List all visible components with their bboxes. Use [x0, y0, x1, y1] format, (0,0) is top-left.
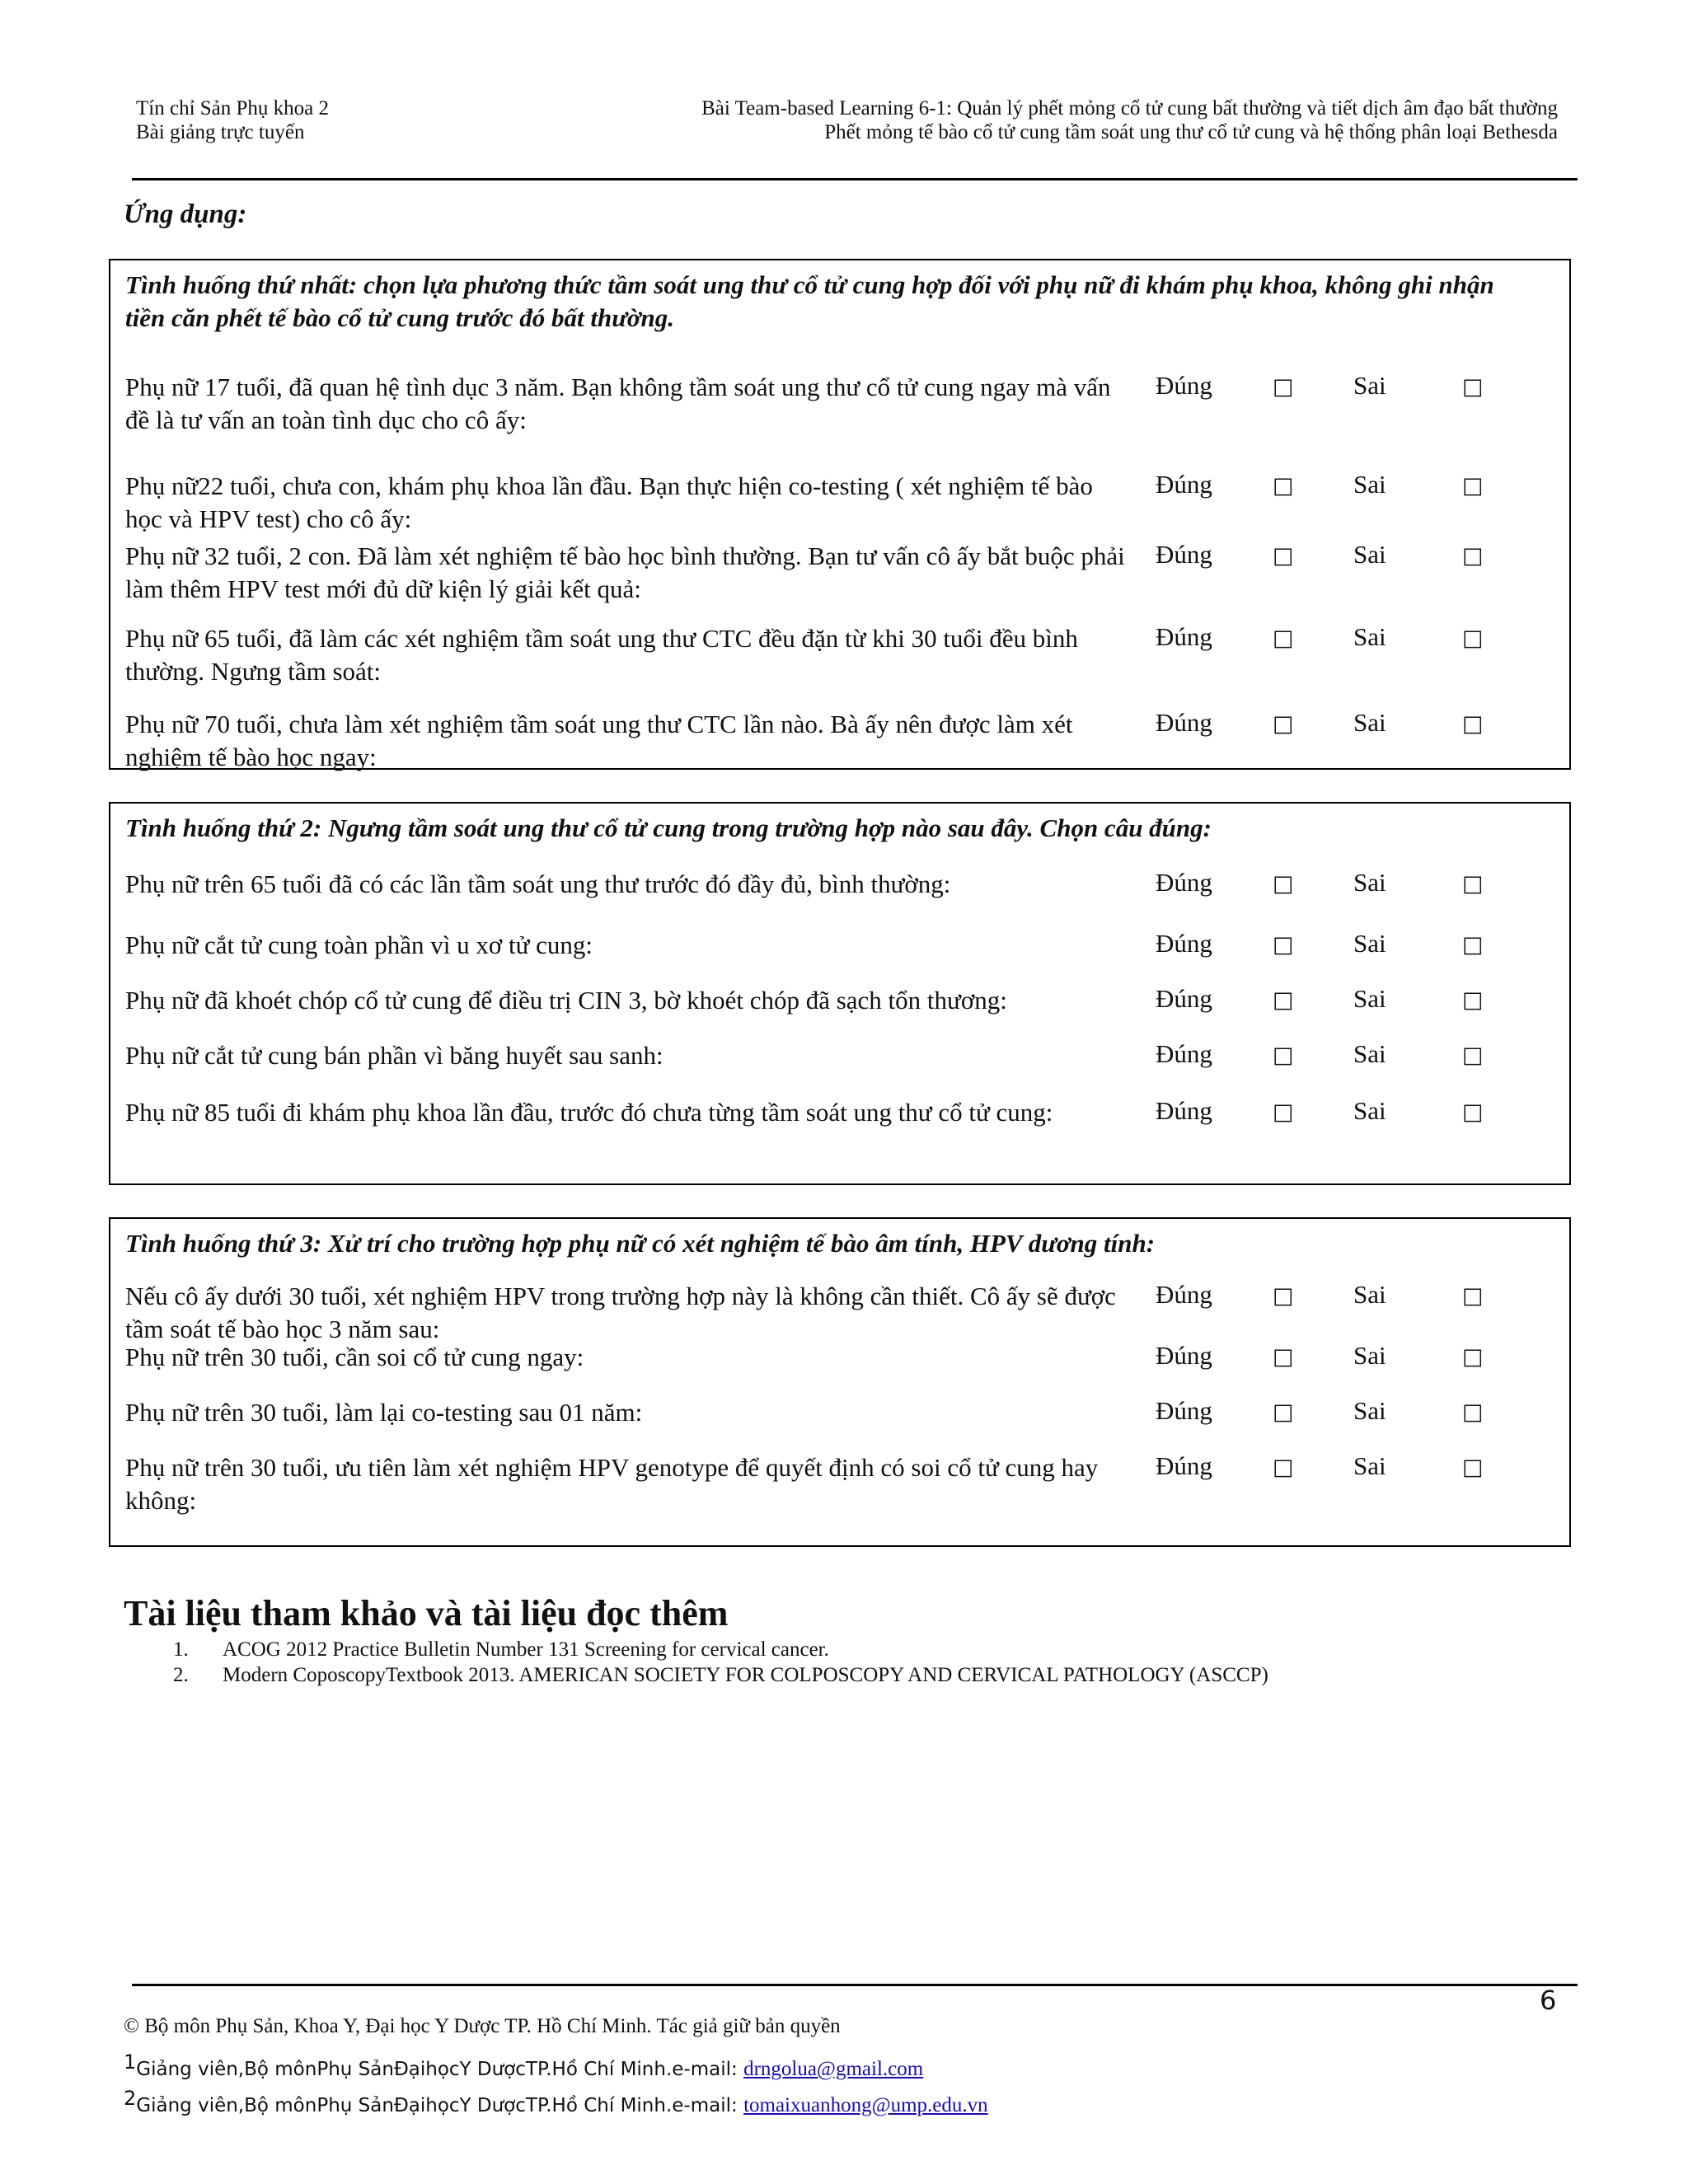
section-title: Ứng dụng:	[124, 199, 247, 229]
lesson-title: Bài Team-based Learning 6-1: Quản lý phết mỏng cổ tử cung bất thường và tiết dịch âm đạo bất thường	[701, 97, 1558, 120]
false-checkbox[interactable]: □	[1462, 543, 1484, 569]
true-checkbox[interactable]: □	[1273, 543, 1294, 569]
false-label: Sai	[1353, 984, 1386, 1013]
false-label: Sai	[1353, 540, 1386, 569]
false-checkbox[interactable]: □	[1462, 1283, 1484, 1309]
false-checkbox[interactable]: □	[1462, 1344, 1484, 1370]
false-checkbox[interactable]: □	[1462, 871, 1484, 897]
reference-text: ACOG 2012 Practice Bulletin Number 131 Screening for cervical cancer.	[223, 1638, 829, 1661]
case1-title: Tình huống thứ nhất: chọn lựa phương thức tầm soát ung thư cổ tử cung hợp đối với phụ nữ đi khám phụ khoa, không ghi nhận tiền căn phết tế bào cổ tử cung trước đó bất thường.	[125, 270, 1494, 332]
header-right	[701, 96, 1558, 144]
question-row	[125, 1451, 1484, 1517]
question-row	[125, 868, 1484, 934]
false-checkbox[interactable]: □	[1462, 1043, 1484, 1068]
true-label: Đúng	[1156, 540, 1212, 569]
question-text: Nếu cô ấy dưới 30 tuổi, xét nghiệm HPV trong trường hợp này là không cần thiết. Cô ấy sẽ được tầm soát tế bào học 3 năm sau:	[125, 1282, 1116, 1343]
question-text: Phụ nữ trên 30 tuổi, cần soi cổ tử cung ngay:	[125, 1343, 584, 1371]
true-label: Đúng	[1156, 1396, 1212, 1425]
reference-number: 2.	[173, 1664, 189, 1686]
true-checkbox[interactable]: □	[1273, 1399, 1294, 1425]
false-label: Sai	[1353, 1341, 1386, 1370]
false-label: Sai	[1353, 1451, 1386, 1480]
true-label: Đúng	[1156, 622, 1212, 651]
copyright-notice: © Bộ môn Phụ Sản, Khoa Y, Đại học Y Dược TP. Hồ Chí Minh. Tác giả giữ bản quyền	[124, 2015, 841, 2037]
question-text: Phụ nữ 65 tuổi, đã làm các xét nghiệm tầm soát ung thư CTC đều đặn từ khi 30 tuổi đều bình thường. Ngưng tầm soát:	[125, 624, 1078, 686]
case2-box	[109, 802, 1571, 1185]
true-checkbox[interactable]: □	[1273, 1099, 1294, 1125]
false-label: Sai	[1353, 622, 1386, 651]
true-label: Đúng	[1156, 1341, 1212, 1370]
footnote-marker: 2	[124, 2087, 137, 2110]
header-divider	[132, 178, 1578, 180]
question-row	[125, 371, 1484, 437]
case3-box	[109, 1217, 1571, 1547]
author1-footnote	[124, 2050, 923, 2081]
case2-title: Tình huống thứ 2: Ngưng tầm soát ung thư cổ tử cung trong trường hợp nào sau đây. Chọn câu đúng:	[125, 813, 1212, 842]
false-checkbox[interactable]: □	[1462, 1099, 1484, 1125]
footer-divider	[132, 1984, 1578, 1986]
true-label: Đúng	[1156, 708, 1212, 737]
footnote-marker: 1	[124, 2050, 137, 2074]
false-checkbox[interactable]: □	[1462, 473, 1484, 499]
false-label: Sai	[1353, 1280, 1386, 1309]
false-label: Sai	[1353, 470, 1386, 499]
question-row	[125, 1039, 1484, 1105]
header-left	[136, 96, 329, 144]
true-label: Đúng	[1156, 868, 1212, 897]
false-label: Sai	[1353, 371, 1386, 400]
question-text: Phụ nữ 32 tuổi, 2 con. Đã làm xét nghiệm tế bào học bình thường. Bạn tư vấn cô ấy bắt buộc phải làm thêm HPV test mới đủ dữ kiện lý giải kết quả:	[125, 541, 1125, 603]
case1-box	[109, 259, 1571, 770]
question-text: Phụ nữ 17 tuổi, đã quan hệ tình dục 3 năm. Bạn không tầm soát ung thư cổ tử cung ngay mà vấn đề là tư vấn an toàn tình dục cho cô ấy:	[125, 373, 1111, 434]
true-checkbox[interactable]: □	[1273, 1283, 1294, 1309]
question-text: Phụ nữ cắt tử cung bán phần vì băng huyết sau sanh:	[125, 1041, 663, 1070]
false-label: Sai	[1353, 1096, 1386, 1125]
true-label: Đúng	[1156, 1451, 1212, 1480]
question-row	[125, 1096, 1484, 1162]
true-checkbox[interactable]: □	[1273, 987, 1294, 1013]
question-text: Phụ nữ 85 tuổi đi khám phụ khoa lần đầu, trước đó chưa từng tầm soát ung thư cổ tử cung:	[125, 1098, 1053, 1127]
true-label: Đúng	[1156, 929, 1212, 958]
question-row	[125, 708, 1484, 774]
question-row	[125, 540, 1484, 606]
true-checkbox[interactable]: □	[1273, 871, 1294, 897]
true-label: Đúng	[1156, 1096, 1212, 1125]
question-text: Phụ nữ đã khoét chóp cổ tử cung để điều trị CIN 3, bờ khoét chóp đã sạch tổn thương:	[125, 986, 1007, 1015]
course-title: Tín chỉ Sản Phụ khoa 2	[136, 97, 330, 120]
true-checkbox[interactable]: □	[1273, 1344, 1294, 1370]
true-checkbox[interactable]: □	[1273, 1455, 1294, 1480]
false-checkbox[interactable]: □	[1462, 711, 1484, 737]
false-checkbox[interactable]: □	[1462, 1455, 1484, 1480]
author1-email-link[interactable]: drngolua@gmail.com	[743, 2058, 924, 2080]
question-row	[125, 470, 1484, 536]
author1-affiliation: Giảng viên,Bộ mônPhụ SảnĐạihọcY DượcTP.Hồ Chí Minh.e-mail:	[136, 2059, 744, 2080]
lesson-subtitle: Phết mỏng tế bào cổ tử cung tầm soát ung thư cổ tử cung và hệ thống phân loại Bethesda	[824, 121, 1558, 143]
author2-email-link[interactable]: tomaixuanhong@ump.edu.vn	[743, 2094, 988, 2116]
false-checkbox[interactable]: □	[1462, 1399, 1484, 1425]
false-label: Sai	[1353, 929, 1386, 958]
question-row	[125, 622, 1484, 688]
question-text: Phụ nữ trên 30 tuổi, làm lại co-testing sau 01 năm:	[125, 1398, 643, 1427]
reference-text: Modern CoposcopyTextbook 2013. AMERICAN SOCIETY FOR COLPOSCOPY AND CERVICAL PATHOLOGY (ASCCP)	[223, 1664, 1268, 1686]
case3-title: Tình huống thứ 3: Xử trí cho trường hợp phụ nữ có xét nghiệm tế bào âm tính, HPV dương tính:	[125, 1229, 1156, 1258]
false-label: Sai	[1353, 1039, 1386, 1068]
references-title: Tài liệu tham khảo và tài liệu đọc thêm	[124, 1593, 729, 1633]
false-checkbox[interactable]: □	[1462, 932, 1484, 958]
true-checkbox[interactable]: □	[1273, 711, 1294, 737]
author2-footnote	[124, 2087, 988, 2117]
false-checkbox[interactable]: □	[1462, 987, 1484, 1013]
true-label: Đúng	[1156, 1280, 1212, 1309]
true-checkbox[interactable]: □	[1273, 1043, 1294, 1068]
true-label: Đúng	[1156, 470, 1212, 499]
author2-affiliation: Giảng viên,Bộ mônPhụ SảnĐạihọcY DượcTP.Hồ Chí Minh.e-mail:	[136, 2095, 744, 2116]
question-text: Phụ nữ trên 30 tuổi, ưu tiên làm xét nghiệm HPV genotype để quyết định có soi cổ tử cung hay không:	[125, 1453, 1099, 1515]
true-checkbox[interactable]: □	[1273, 374, 1294, 400]
true-label: Đúng	[1156, 984, 1212, 1013]
true-label: Đúng	[1156, 1039, 1212, 1068]
false-checkbox[interactable]: □	[1462, 374, 1484, 400]
false-label: Sai	[1353, 708, 1386, 737]
course-subtitle: Bài giảng trực tuyến	[136, 121, 305, 143]
question-text: Phụ nữ 70 tuổi, chưa làm xét nghiệm tầm soát ung thư CTC lần nào. Bà ấy nên được làm xét nghiệm tế bào học ngay:	[125, 710, 1073, 771]
true-label: Đúng	[1156, 371, 1212, 400]
reference-number: 1.	[173, 1638, 189, 1661]
question-text: Phụ nữ22 tuổi, chưa con, khám phụ khoa lần đầu. Bạn thực hiện co-testing ( xét nghiệm tế bào học và HPV test) cho cô ấy:	[125, 471, 1093, 533]
true-checkbox[interactable]: □	[1273, 932, 1294, 958]
true-checkbox[interactable]: □	[1273, 626, 1294, 651]
question-text: Phụ nữ trên 65 tuổi đã có các lần tầm soát ung thư trước đó đầy đủ, bình thường:	[125, 869, 951, 898]
page-number: 6	[1540, 1985, 1557, 2016]
false-checkbox[interactable]: □	[1462, 626, 1484, 651]
true-checkbox[interactable]: □	[1273, 473, 1294, 499]
false-label: Sai	[1353, 868, 1386, 897]
question-row	[125, 1280, 1484, 1346]
question-text: Phụ nữ cắt tử cung toàn phần vì u xơ tử cung:	[125, 930, 593, 959]
false-label: Sai	[1353, 1396, 1386, 1425]
